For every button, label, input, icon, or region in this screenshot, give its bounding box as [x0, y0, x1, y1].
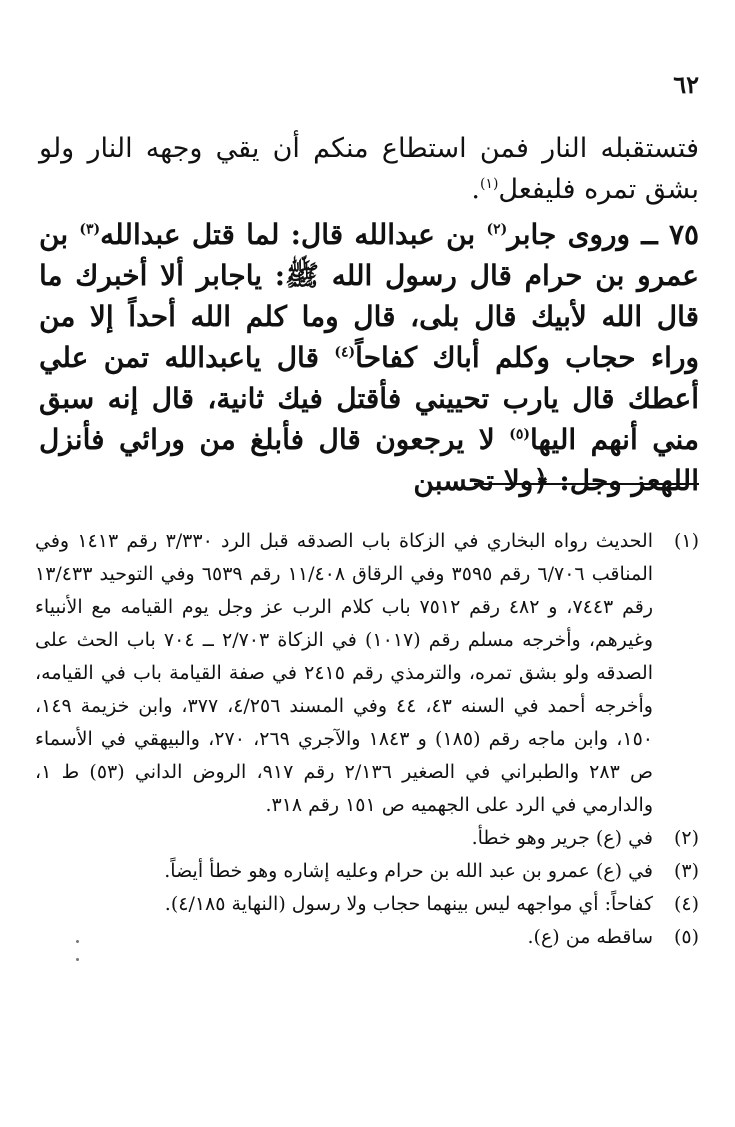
page-number: ٦٢	[673, 70, 699, 99]
footnote-text: كفاحاً: أي مواجهه ليس بينهما حجاب ولا رسول (النهاية ٤/١٨٥).	[164, 893, 653, 915]
intro-paragraph	[39, 128, 699, 210]
main-text	[39, 128, 699, 501]
hadith-text-part-2: بن عبدالله قال: لما قتل عبدالله	[100, 218, 487, 251]
scan-speck	[76, 940, 79, 943]
footnote-ref-1: (١)	[479, 176, 499, 192]
footnote-text: ساقطه من (ع).	[527, 926, 653, 948]
footnote-number: (٣)	[673, 860, 699, 882]
footnote-4	[35, 888, 699, 921]
footnote-ref-3: (٣)	[79, 221, 101, 238]
footnote-1	[35, 525, 699, 822]
footnote-number: (٥)	[673, 926, 699, 948]
footnote-5	[35, 921, 699, 954]
hadith-text-part-4: قال ياعبدالله تمن علي أعطك قال يارب تحييني فأقتل فيك ثانية، قال إنه سبق مني أنهم اليها	[39, 341, 700, 456]
hadith-75-paragraph	[39, 214, 699, 501]
footnote-text: الحديث رواه البخاري في الزكاة باب الصدقه قبل الرد ٣/٣٣٠ رقم ١٤١٣ وفي المناقب ٦/٧٠٦ رقم ٣٥٩٥ وفي الرقاق ١١/٤٠٨ رقم ٦٥٣٩ وفي التوحيد ١٣/٤٣٣ رقم ٧٤٤٣، و ٤٨٢ رقم ٧٥١٢ باب كلام الرب عز وجل يوم القيامه مع الأنبياء وغيرهم، وأخرجه مسلم رقم (١٠١٧) في الزكاة ٢/٧٠٣ ــ ٧٠٤ باب الحث على الصدقه ولو بشق تمره، والترمذي رقم ٢٤١٥ في صفة القيامة باب في القيامه، وأخرجه أحمد في السنه ٤٣، ٤٤ وفي المسند ٤/٢٥٦، ٣٧٧، وابن خزيمة ١٤٩، ١٥٠، وابن ماجه رقم (١٨٥) و ١٨٤٣ والآجري ٢٦٩، ٢٧٠، والبيهقي في الأسماء ص ٢٨٣ والطبراني في الصغير ٢/١٣٦ رقم ٩١٧، الروض الداني (٥٣) ط ١، والدارمي في الرد على الجهميه ص ١٥١ رقم ٣١٨.	[35, 530, 654, 816]
hadith-text-part-1: ٧٥ ــ وروى جابر	[507, 218, 700, 251]
intro-text: فتستقبله النار فمن استطاع منكم أن يقي وجهه النار ولو بشق تمره فليفعل	[39, 133, 699, 205]
footnote-3	[35, 855, 699, 888]
hadith-text-part-3: بن عمرو بن حرام قال رسول الله ﷺ: ياجابر ألا أخبرك ما قال الله لأبيك قال بلى، قال وما كلم الله أحداً إلا من وراء حجاب وكلم أباك كفاحاً	[39, 218, 699, 374]
footnote-number: (٢)	[673, 827, 699, 849]
footnote-ref-2: (٢)	[486, 221, 508, 238]
footnote-2	[35, 822, 699, 855]
hadith-text-part-5: لا يرجعون قال فأبلغ من ورائي فأنزل اللهعز وجل: ﴿ولا تحسبن	[39, 423, 699, 497]
footnote-separator	[474, 483, 699, 485]
footnotes	[35, 525, 699, 954]
footnote-text: في (ع) جرير وهو خطأ.	[471, 827, 653, 849]
footnote-number: (١)	[673, 530, 699, 552]
footnote-text: في (ع) عمرو بن عبد الله بن حرام وعليه إشاره وهو خطأ أيضاً.	[164, 860, 653, 882]
intro-end: .	[471, 174, 480, 205]
footnote-number: (٤)	[673, 893, 699, 915]
footnote-ref-4: (٤)	[334, 344, 356, 361]
scan-speck	[76, 958, 79, 961]
footnote-ref-5: (٥)	[509, 426, 530, 443]
